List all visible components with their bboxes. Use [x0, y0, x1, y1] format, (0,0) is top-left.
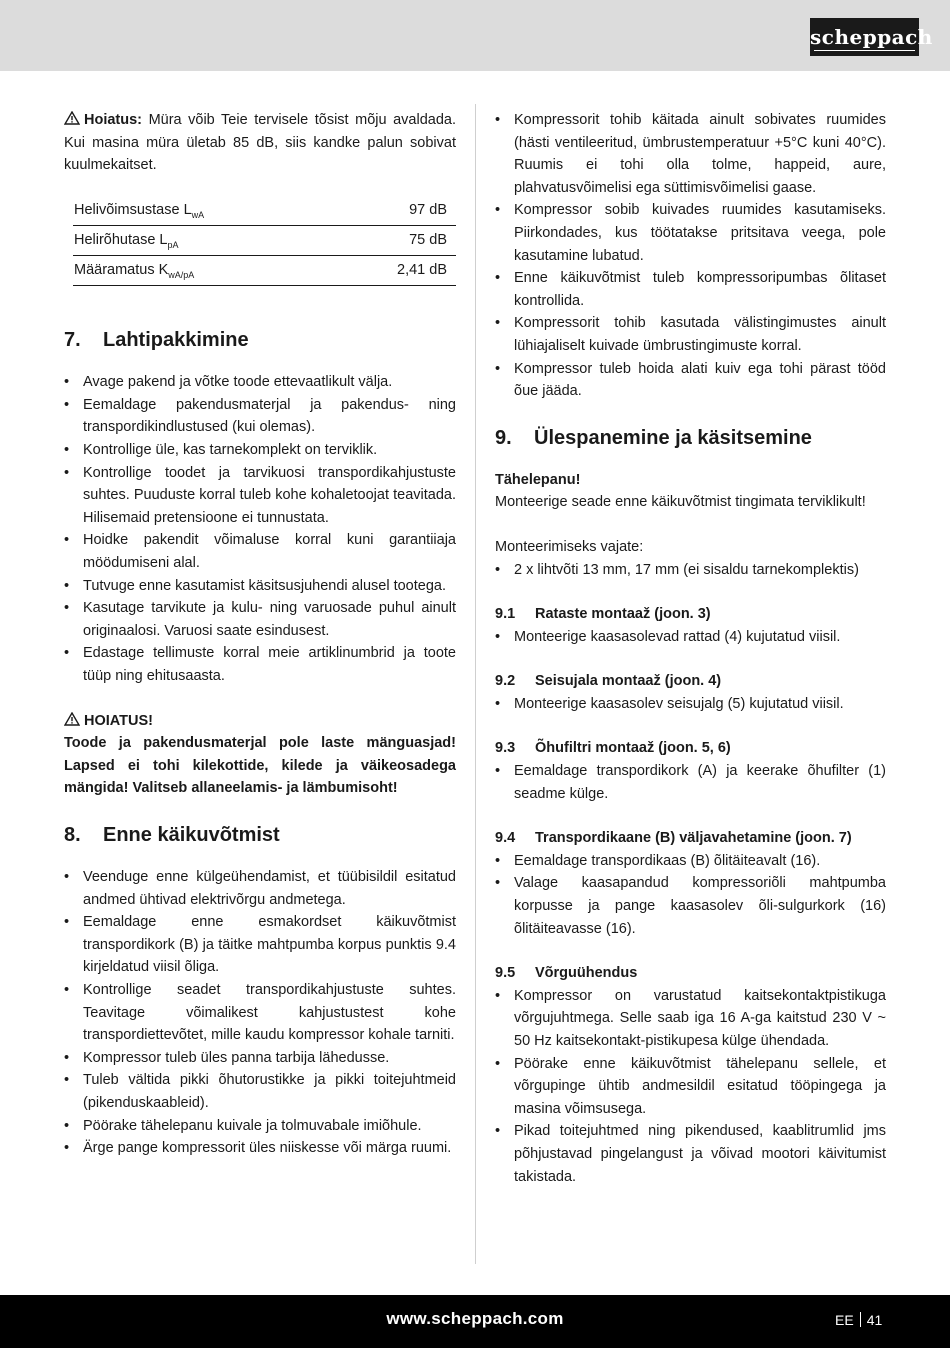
- section-title: Lahtipakkimine: [103, 329, 249, 352]
- scheppach-logo: [810, 18, 933, 56]
- logo-text: scheppach: [810, 25, 933, 49]
- section-number: 7.: [64, 329, 81, 352]
- list-item: • Kompressor on varustatud kaitsekontaktpistikuga võrgujuhtmega. Selle saab iga 16 A-ga kaitstud 230 V ~ 50 Hz kaitsekontakt-pistikupesa külge ühendada.: [495, 985, 886, 1053]
- spec-row: [73, 196, 456, 226]
- subsection-9-5-heading: 9.5 Võrguühendus: [495, 965, 638, 982]
- list-item: • Kasutage tarvikute ja kulu- ning varuosade puhul ainult originaalosi. Varuosi saate esindusest.: [64, 597, 456, 642]
- tools-needed-list: [495, 559, 886, 582]
- list-item: • Tuleb vältida pikki õhutorustikke ja pikki toitejuhtmeid (pikenduskaableid).: [64, 1069, 456, 1114]
- page-separator: [860, 1312, 861, 1327]
- spec-label: Helivõimsustase $L_{wA}$: [73, 196, 336, 226]
- language-code: EE: [835, 1312, 854, 1328]
- spec-label: Helirõhutase $L_{pA}$: [73, 226, 336, 256]
- child-warning-label-row: [64, 710, 456, 733]
- subsection-9-3-heading: 9.3 Õhufiltri montaaž (joon. 5, 6): [495, 740, 731, 757]
- website-url: www.scheppach.com: [386, 1309, 564, 1328]
- list-item: • Eemaldage enne esmakordset käikuvõtmist transpordikork (B) ja täitke mahtpumba korpus punktis 9.4 kirjeldatud viisil õliga.: [64, 911, 456, 979]
- logo-underline: [814, 50, 915, 51]
- list-item: • Eemaldage transpordikaas (B) õlitäiteavalt (16).: [495, 850, 886, 873]
- column-divider: [475, 104, 476, 1264]
- list-item: • Avage pakend ja võtke toode ettevaatlikult välja.: [64, 371, 456, 394]
- list-item: • Kontrollige üle, kas tarnekomplekt on terviklik.: [64, 439, 456, 462]
- subsection-9-1-list: [495, 626, 886, 649]
- section-8-heading: [64, 822, 456, 848]
- section-9-heading: [495, 425, 886, 451]
- list-item: • Eemaldage pakendusmaterjal ja pakendus- ning transpordikindlustused (kui olemas).: [64, 394, 456, 439]
- footer-bar: [0, 1295, 950, 1348]
- list-item: • Valage kaasapandud kompressoriõli mahtpumba korpusse ja pange kaasasolev õli-sulgurkork (16) õlitäiteavasse (16).: [495, 872, 886, 940]
- spec-subscript: wA/pA: [168, 270, 195, 281]
- header-bar: [0, 0, 950, 71]
- list-item: • Kompressorit tohib käitada ainult sobivates ruumides (hästi ventileeritud, ümbrustemperatuur +5°C kuni 40°C). Ruumis ei tohi olla tolme, happeid, aure, plahvatusvõimelisi ega süttimisvõimelisi gaase.: [495, 109, 886, 199]
- child-safety-warning: [64, 710, 456, 800]
- page-number: 41: [866, 1312, 883, 1328]
- spec-value: 75 dB: [336, 226, 456, 256]
- subsection-9-3-list: [495, 760, 886, 805]
- list-item: • Monteerige kaasasolev seisujalg (5) kujutatud viisil.: [495, 693, 886, 716]
- list-item: • Pikad toitejuhtmed ning pikendused, kaablitrumlid jms põhjustavad pingelangust ja võivad mootori käivitumist takistada.: [495, 1120, 886, 1188]
- attention-label: Tähelepanu!: [495, 471, 581, 488]
- list-item: • Hoidke pakendit võimaluse korral kuni garantiiaja möödumiseni alal.: [64, 529, 456, 574]
- list-item: • Kontrollige toodet ja tarvikuosi transpordikahjustuste suhtes. Puuduste korral tuleb kohe kohaletoojat teavitada. Hilisemaid pretensioone ei tunnustata.: [64, 462, 456, 530]
- section-7-heading: [64, 327, 456, 353]
- subsection-9-2-list: [495, 693, 886, 716]
- list-item: • Veenduge enne külgeühendamist, et tüübisildil esitatud andmed ühtivad elektrivõrgu andmetega.: [64, 866, 456, 911]
- spec-row: [73, 226, 456, 256]
- child-warning-label: HOIATUS!: [84, 712, 154, 729]
- list-item: • Tutvuge enne kasutamist käsitsusjuhendi alusel tootega.: [64, 575, 456, 598]
- section-7-list: [64, 371, 456, 687]
- list-item: • Enne käikuvõtmist tuleb kompressoripumbas õlitaset kontrollida.: [495, 267, 886, 312]
- attention-text: Monteerige seade enne käikuvõtmist tingimata terviklikult!: [495, 494, 866, 511]
- spec-value: 2,41 dB: [336, 256, 456, 286]
- section-title: Enne käikuvõtmist: [103, 823, 280, 846]
- noise-spec-table: [73, 196, 456, 287]
- section-number: 8.: [64, 823, 81, 846]
- list-item: • Eemaldage transpordikork (A) ja keerake õhufilter (1) seadme külge.: [495, 760, 886, 805]
- list-item: • Kompressor sobib kuivades ruumides kasutamiseks. Piirkondades, kus töötatakse pritsitava veega, pole kasutamine lubatud.: [495, 199, 886, 267]
- subsection-9-1-heading: 9.1 Rataste montaaž (joon. 3): [495, 606, 711, 623]
- left-column: [64, 109, 456, 1160]
- list-item: • 2 x lihtvõti 13 mm, 17 mm (ei sisaldu tarnekomplektis): [495, 559, 886, 582]
- list-item: • Pöörake enne käikuvõtmist tähelepanu sellele, et võrgupinge ühtib andmesildil esitatud tööpingega ja masina võimsusega.: [495, 1053, 886, 1121]
- subsection-9-2-heading: 9.2 Seisujala montaaž (joon. 4): [495, 673, 722, 690]
- subsection-9-4-heading: 9.4 Transpordikaane (B) väljavahetamine (joon. 7): [495, 830, 852, 847]
- warning-triangle-icon: [64, 111, 80, 125]
- section-8-continued-list: [495, 109, 886, 403]
- page-indicator: [835, 1310, 882, 1330]
- list-item: • Kontrollige seadet transpordikahjustuste suhtes. Teavitage võimalikest kahjustustest kohe transpordiettevõtet, mille kaudu kompressor kohale tarniti.: [64, 979, 456, 1047]
- right-column: [495, 109, 886, 1188]
- spec-label: Määramatus $K_{wA/pA}$: [73, 256, 336, 286]
- spec-value: 97 dB: [336, 196, 456, 226]
- spec-subscript: wA: [191, 210, 205, 221]
- section-number: 9.: [495, 426, 512, 449]
- subsection-9-4-list: [495, 850, 886, 940]
- list-item: • Pöörake tähelepanu kuivale ja tolmuvabale imiõhule.: [64, 1115, 456, 1138]
- section-title: Ülespanemine ja käsitsemine: [534, 426, 812, 449]
- list-item: • Edastage tellimuste korral meie artiklinumbrid ja toote tüüp ning ehitusaasta.: [64, 642, 456, 687]
- list-item: • Kompressorit tohib kasutada välistingimustes ainult lühiajaliselt kuivade ümbrustingimuste korral.: [495, 312, 886, 357]
- spec-subscript: pA: [167, 240, 179, 251]
- subsection-9-5-list: [495, 985, 886, 1188]
- spec-row: [73, 256, 456, 286]
- list-item: • Kompressor tuleb üles panna tarbija lähedusse.: [64, 1047, 456, 1070]
- child-warning-text: Toode ja pakendusmaterjal pole laste mänguasjad! Lapsed ei tohi kilekottide, kilede ja väikeosadega mängida! Valitseb allaneelamis- ja lämbumisoht!: [64, 735, 456, 797]
- noise-warning-text: Müra võib Teie tervisele tõsist mõju avaldada. Kui masina müra ületab 85 dB, siis kandke palun sobivat kuulmekaitset.: [64, 112, 457, 174]
- tools-needed-label: Monteerimiseks vajate:: [495, 538, 644, 555]
- noise-warning: [64, 109, 456, 177]
- section-8-list: [64, 866, 456, 1160]
- list-item: • Monteerige kaasasolevad rattad (4) kujutatud viisil.: [495, 626, 886, 649]
- list-item: • Kompressor tuleb hoida alati kuiv ega tohi pärast tööd õue jääda.: [495, 358, 886, 403]
- list-item: • Ärge pange kompressorit üles niiskesse või märga ruumi.: [64, 1137, 456, 1160]
- warning-triangle-icon: [64, 712, 80, 726]
- noise-warning-label: Hoiatus:: [84, 112, 142, 128]
